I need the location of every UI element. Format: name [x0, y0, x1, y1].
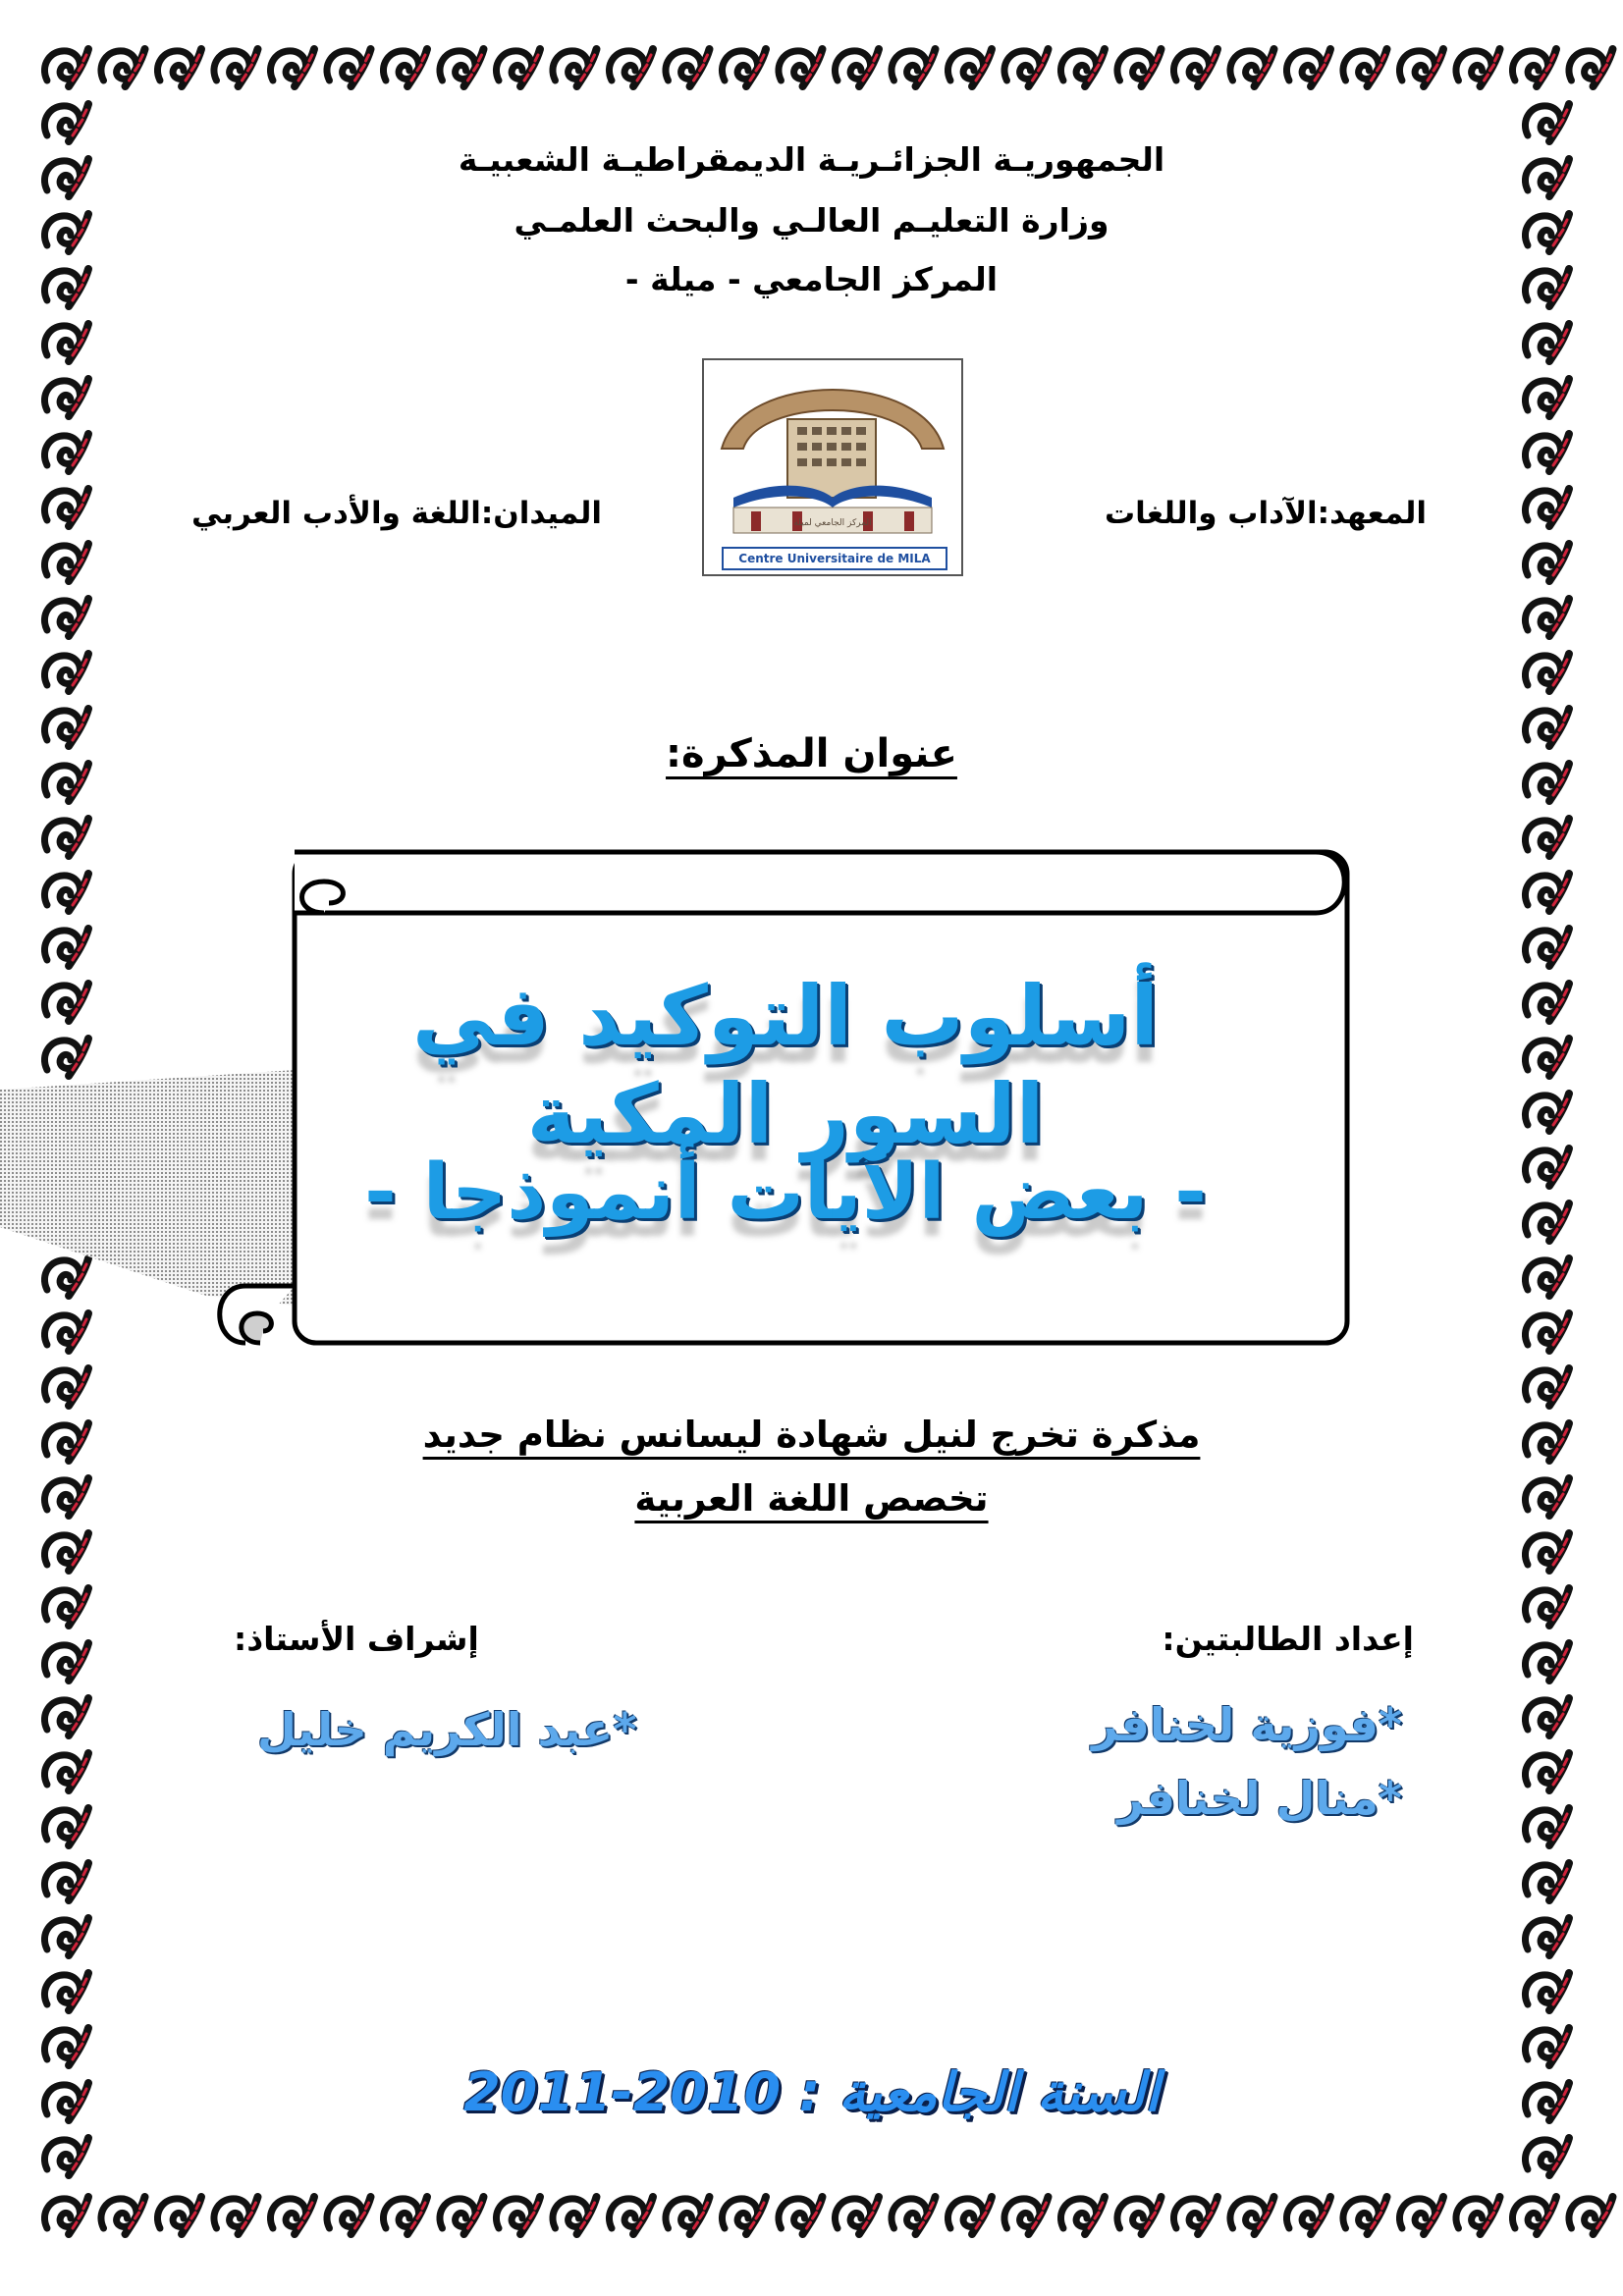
border-ornament-icon	[1004, 2197, 1049, 2234]
border-ornament-icon	[779, 49, 823, 86]
border-ornament-icon	[44, 489, 88, 526]
border-ornament-icon	[609, 2197, 653, 2234]
border-ornament-icon	[44, 2197, 88, 2234]
border-ornament-icon	[1456, 2197, 1500, 2234]
border-ornament-icon	[1512, 49, 1556, 86]
border-ornament-icon	[44, 2138, 88, 2175]
border-ornament-icon	[44, 1588, 88, 1626]
border-ornament-icon	[440, 2197, 484, 2234]
border-ornament-icon	[157, 2197, 201, 2234]
border-ornament-icon	[1525, 489, 1569, 526]
field-label: الميدان:اللغة والأدب العربي	[191, 496, 602, 531]
border-ornament-icon	[1525, 104, 1569, 141]
border-ornament-icon	[1525, 1588, 1569, 1626]
border-ornament-icon	[44, 1698, 88, 1735]
supervisor-name: *عبد الكريم خليل	[257, 1703, 637, 1756]
border-ornament-icon	[44, 1973, 88, 2010]
border-ornament-icon	[270, 2197, 314, 2234]
header-ministry: وزارة التعليـم العالـي والبحث العلمـي	[514, 201, 1109, 240]
border-ornament-icon	[1286, 2197, 1330, 2234]
institute-label: المعهد:الآداب واللغات	[1105, 496, 1427, 531]
border-ornament-icon	[1004, 49, 1049, 86]
border-ornament-icon	[1060, 2197, 1105, 2234]
border-ornament-icon	[835, 49, 879, 86]
border-ornament-icon	[1117, 2197, 1162, 2234]
border-ornament-icon	[1525, 1368, 1569, 1406]
border-ornament-icon	[553, 49, 597, 86]
border-ornament-icon	[1525, 434, 1569, 471]
border-ornament-icon	[496, 49, 540, 86]
purpose-line2: تخصص اللغة العربية	[634, 1477, 989, 1520]
border-ornament-icon	[44, 1643, 88, 1681]
border-ornament-icon	[1525, 1808, 1569, 1845]
border-ornament-icon	[327, 49, 371, 86]
border-ornament-icon	[1525, 1643, 1569, 1681]
memo-title-label: عنوان المذكرة:	[666, 731, 957, 776]
border-ornament-icon	[1173, 49, 1217, 86]
university-building-icon	[704, 360, 961, 547]
border-ornament-icon	[214, 49, 258, 86]
border-ornament-icon	[214, 2197, 258, 2234]
border-ornament-icon	[1456, 49, 1500, 86]
border-ornament-icon	[666, 2197, 710, 2234]
border-ornament-icon	[440, 49, 484, 86]
border-ornament-icon	[101, 2197, 145, 2234]
border-ornament-icon	[1525, 2138, 1569, 2175]
border-ornament-icon	[1525, 1973, 1569, 2010]
border-ornament-icon	[1569, 2197, 1613, 2234]
border-ornament-icon	[44, 1368, 88, 1406]
logo-caption: Centre Universitaire de MILA	[722, 547, 947, 570]
border-ornament-icon	[947, 49, 992, 86]
border-ornament-icon	[779, 2197, 823, 2234]
border-ornament-icon	[1343, 2197, 1387, 2234]
border-ornament-icon	[327, 2197, 371, 2234]
logo-arabic-caption: المركز الجامعي لميلة	[793, 518, 872, 528]
university-logo	[702, 358, 963, 576]
border-ornament-icon	[1525, 1863, 1569, 1900]
border-ornament-icon	[1525, 1918, 1569, 1955]
border-ornament-icon	[44, 434, 88, 471]
border-ornament-icon	[1343, 49, 1387, 86]
scroll-shadow	[0, 1070, 295, 1306]
border-ornament-icon	[1512, 2197, 1556, 2234]
border-ornament-icon	[44, 379, 88, 416]
border-top-row	[44, 49, 1612, 86]
border-ornament-icon	[44, 1918, 88, 1955]
student-name-2: *منال لخنافر	[1117, 1772, 1402, 1825]
border-ornament-icon	[1525, 1698, 1569, 1735]
border-ornament-icon	[722, 49, 766, 86]
purpose-line1: مذكرة تخرج لنيل شهادة ليسانس نظام جديد	[422, 1414, 1201, 1456]
border-ornament-icon	[1173, 2197, 1217, 2234]
border-ornament-icon	[1230, 49, 1274, 86]
border-ornament-icon	[44, 1808, 88, 1845]
border-ornament-icon	[1230, 2197, 1274, 2234]
border-ornament-icon	[722, 2197, 766, 2234]
border-ornament-icon	[383, 49, 427, 86]
border-ornament-icon	[1525, 1533, 1569, 1571]
border-ornament-icon	[666, 49, 710, 86]
border-ornament-icon	[44, 1533, 88, 1571]
border-ornament-icon	[44, 1863, 88, 1900]
border-ornament-icon	[44, 104, 88, 141]
supervisor-label: إشراف الأستاذ:	[234, 1620, 479, 1658]
students-label: إعداد الطالبتين:	[1162, 1620, 1414, 1658]
border-ornament-icon	[553, 2197, 597, 2234]
border-bottom-row	[44, 2197, 1612, 2234]
border-ornament-icon	[270, 49, 314, 86]
border-ornament-icon	[1060, 49, 1105, 86]
border-ornament-icon	[609, 49, 653, 86]
border-ornament-icon	[1525, 654, 1569, 691]
border-ornament-icon	[947, 2197, 992, 2234]
border-ornament-icon	[157, 49, 201, 86]
border-ornament-icon	[44, 2028, 88, 2065]
border-ornament-icon	[1286, 49, 1330, 86]
border-ornament-icon	[44, 654, 88, 691]
academic-year: السنة الجامعية : 2010-2011	[463, 2061, 1160, 2123]
border-ornament-icon	[892, 2197, 936, 2234]
border-ornament-icon	[383, 2197, 427, 2234]
border-ornament-icon	[892, 49, 936, 86]
border-ornament-icon	[1525, 324, 1569, 361]
border-ornament-icon	[1525, 599, 1569, 636]
border-ornament-icon	[1569, 49, 1613, 86]
header-center: المركز الجامعي - ميلة -	[624, 260, 999, 298]
border-ornament-icon	[44, 544, 88, 581]
border-ornament-icon	[1525, 2028, 1569, 2065]
header-republic: الجمهوريـة الجزائـريـة الديمقراطيـة الشعبيـة	[458, 140, 1165, 179]
border-ornament-icon	[835, 2197, 879, 2234]
border-ornament-icon	[1525, 544, 1569, 581]
border-ornament-icon	[44, 324, 88, 361]
border-ornament-icon	[1399, 2197, 1443, 2234]
memo-title-line2: - بعض الآيات أنموذجا -	[364, 1148, 1207, 1237]
border-ornament-icon	[44, 1753, 88, 1790]
border-ornament-icon	[1399, 49, 1443, 86]
memo-title-line1: أسلوب التوكيد في السور المكية	[411, 968, 1160, 1162]
border-ornament-icon	[1525, 1753, 1569, 1790]
border-ornament-icon	[1117, 49, 1162, 86]
border-ornament-icon	[44, 49, 88, 86]
border-ornament-icon	[44, 599, 88, 636]
student-name-1: *فوزية لخنافر	[1092, 1698, 1402, 1751]
border-ornament-icon	[1525, 379, 1569, 416]
border-ornament-icon	[496, 2197, 540, 2234]
border-ornament-icon	[101, 49, 145, 86]
